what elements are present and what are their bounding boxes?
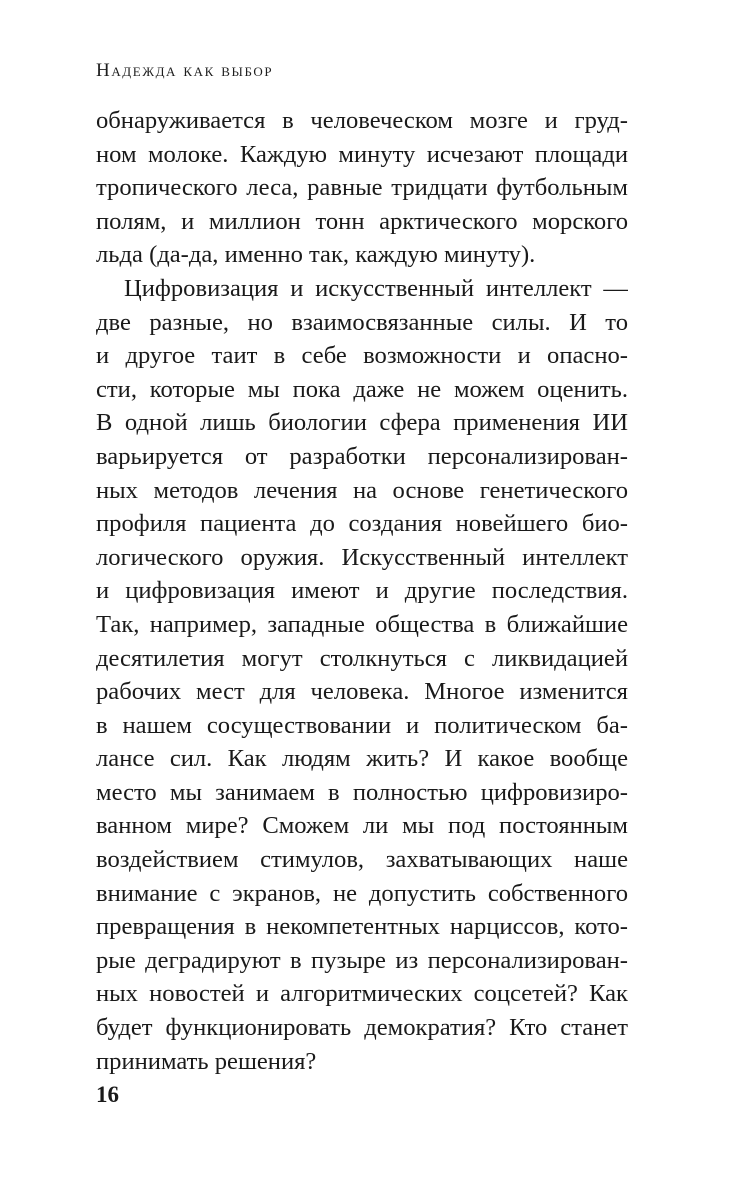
text-line: принимать решения?: [96, 1047, 317, 1075]
text-line: рые деградируют в пузыре из персонализирован-: [96, 946, 628, 974]
text-line: обнаруживается в человеческом мозге и груд-: [96, 107, 628, 134]
text-line: десятилетия могут столкнуться с ликвидацией: [96, 644, 628, 672]
text-line: льда (да-да, именно так, каждую минуту).: [96, 241, 536, 269]
body-text: [96, 104, 628, 1078]
text-line: ных методов лечения на основе генетического: [96, 476, 628, 504]
text-line: и другое таит в себе возможности и опасно-: [96, 342, 628, 370]
text-line: рабочих мест для человека. Многое изменится: [96, 678, 628, 706]
paragraph: [96, 272, 628, 1078]
text-line: в нашем сосуществовании и политическом ба-: [96, 711, 628, 739]
text-line: сти, которые мы пока даже не можем оценить.: [96, 375, 628, 403]
page-number: 16: [96, 1082, 119, 1107]
text-line: ном молоке. Каждую минуту исчезают площади: [96, 140, 628, 168]
text-line: В одной лишь биологии сфера применения ИИ: [96, 409, 628, 437]
text-line: варьируется от разработки персонализирован-: [96, 442, 628, 470]
text-line: Так, например, западные общества в ближайшие: [96, 610, 628, 638]
text-line: полям, и миллион тонн арктического морского: [96, 207, 628, 235]
text-line: и цифровизация имеют и другие последствия.: [96, 577, 628, 605]
paragraph: [96, 104, 628, 272]
text-line: две разные, но взаимосвязанные силы. И то: [96, 308, 628, 336]
text-line: логического оружия. Искусственный интеллект: [96, 543, 628, 571]
text-line: Цифровизация и искусственный интеллект —: [124, 274, 628, 302]
text-line: внимание с экранов, не допустить собственного: [96, 879, 628, 907]
text-line: лансе сил. Как людям жить? И какое вообще: [96, 745, 628, 773]
text-line: тропического леса, равные тридцати футбольным: [96, 174, 628, 202]
text-line: место мы занимаем в полностью цифровизиро-: [96, 778, 628, 806]
text-line: будет функционировать демократия? Кто станет: [96, 1014, 628, 1042]
text-line: профиля пациента до создания новейшего био-: [96, 510, 628, 538]
text-line: превращения в некомпетентных нарциссов, кото-: [96, 913, 628, 941]
running-head: Надежда как выбор: [96, 60, 274, 81]
text-line: воздействием стимулов, захватывающих наше: [96, 846, 628, 874]
text-line: ных новостей и алгоритмических соцсетей? Как: [96, 980, 628, 1008]
text-line: ванном мире? Сможем ли мы под постоянным: [96, 812, 628, 840]
